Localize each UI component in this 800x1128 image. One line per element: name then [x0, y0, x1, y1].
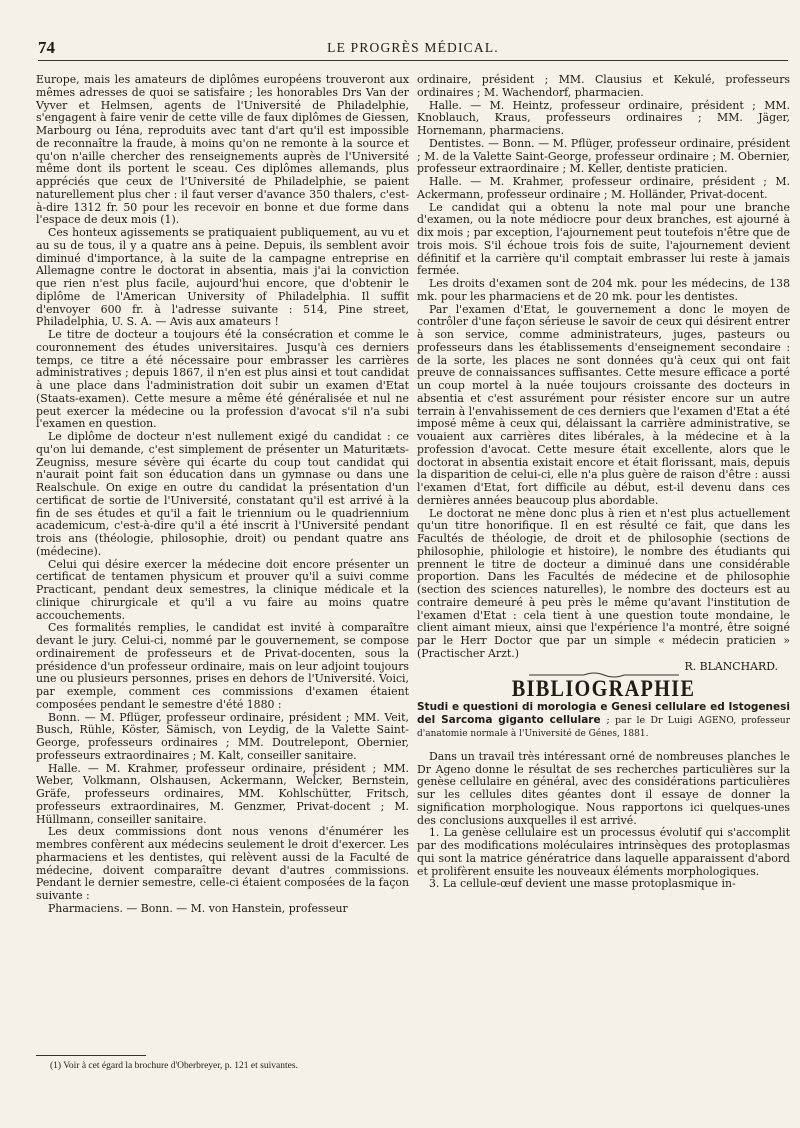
- paragraph: Par l'examen d'Etat, le gouvernement a donc le moyen de contrôler d'une façon sérieuse le savoir de ceux qui désirent entrer à son service, comme administrateurs, juges, pasteurs ou professeurs dans les établissements d'enseignement secondaire : de la sorte, les places ne sont données qu'à ceux qui ont fait preuve de connaissances suffisantes. Cette mesure efficace a porté un coup mortel à la nuée toujours croissante des docteurs in absentia et c'est assurément pour résister encore sur un autre terrain à l'envahissement de ces derniers que l'examen d'Etat a été imposé même à ceux qui, délaissant la carrière administrative, se vouaient aux carrières dites libérales, à la médecine et à la profession d'avocat. Cette mesure était excellente, alors que le doctorat in absentia existait encore et était florissant, mais, depuis la disparition de celui-ci, elle n'a plus guère de raison d'être : aussi l'examen d'Etat, fort difficile au début, est-il devenu dans ces dernières années beaucoup plus abordable.: [417, 302, 790, 507]
- paragraph: Les droits d'examen sont de 204 mk. pour les médecins, de 138 mk. pour les pharmaciens et de 20 mk. pour les dentistes.: [417, 277, 790, 303]
- bibliography-entry-by: ; par le Dr Luigi: [606, 714, 693, 726]
- paragraph: Le titre de docteur a toujours été la consécration et comme le couronnement des études universitaires. Jusqu'à ces derniers temps, ce titre a été nécessaire pour embrasser les carrières administratives ; depuis 1867, il n'en est plus ainsi et tout candidat à une place dans l'administration doit subir un examen d'Etat (Staats-examen). Cette mesure a même été généralisée et nul ne peut exercer la médecine ou la profession d'avocat s'il n'a subi l'examen en question.: [36, 328, 409, 431]
- paragraph: Celui qui désire exercer la médecine doit encore présenter un certificat de tentamen physicum et prouver qu'il a suivi comme Practicant, pendant deux semestres, la clinique médicale et la clinique chirurgicale et qu'il a vu faire au moins quatre accouchements.: [36, 557, 409, 622]
- page-number: 74: [38, 38, 55, 57]
- page-header: [38, 36, 788, 61]
- paragraph: 1. La genèse cellulaire est un processus évolutif qui s'accomplit par des modifications moléculaires intrinsèques des protoplasmas qui sont la matrice génératrice dans laquelle apparaissent d'abord et prolifèrent ensuite les nouveaux éléments morphologiques.: [417, 826, 790, 878]
- paragraph: Les deux commissions dont nous venons d'énumérer les membres confèrent aux médecins seulement le droit d'exercer. Les pharmaciens et les dentistes, qui relèvent aussi de la Faculté de médecine, doivent comparaître devant d'autres commissions. Pendant le dernier semestre, celle-ci étaient composées de la façon suivante :: [36, 825, 409, 902]
- journal-title: LE PROGRÈS MÉDICAL.: [327, 40, 499, 55]
- paragraph: Dans un travail très intéressant orné de nombreuses planches le Dr Ageno donne le résultat de ses recherches particulières sur la genèse cellulaire en général, avec des considérations particulières sur les cellules dites géantes dont il essaye de donner la signification morphologique. Nous rapportons ici quelques-unes des conclusions auxquelles il est arrivé.: [417, 749, 790, 827]
- paragraph: Europe, mais les amateurs de diplômes européens trouveront aux mêmes adresses de quoi se satisfaire ; les honorables Drs Van der Vyver et Helmsen, agents de l'Université de Philadelphie, s'engagent à faire venir de cette ville de faux diplômes de Giessen, Marbourg ou Iéna, reproduits avec tant d'art qu'il est impossible de reconnaître la fraude, à moins qu'on ne remonte à la source et qu'on n'aille chercher des renseignements auprès de l'Université même dont ils portent le sceau. Ces diplômes allemands, plus appréciés que ceux de l'Université de Philadelphie, se paient naturellement plus cher : il faut verser d'avance 350 thalers, c'est-à-dire 1312 fr. 50 pour les recevoir en bonne et due forme dans l'espace de deux mois (1).: [36, 73, 409, 227]
- footnote-rule: [36, 1055, 146, 1056]
- paragraph: Le candidat qui a obtenu la note mal pour une branche d'examen, ou la note médiocre pour deux branches, est ajourné à dix mois ; par exception, l'ajournement peut toutefois n'être que de trois mois. S'il échoue trois fois de suite, l'ajournement devient définitif et la carrière qu'il comptait embrasser lui reste à jamais fermée.: [417, 200, 790, 278]
- bibliography-entry-header: [417, 701, 790, 741]
- paragraph: Ces honteux agissements se pratiquaient publiquement, au vu et au su de tous, il y a quatre ans à peine. Depuis, ils semblent avoir diminué d'importance, à la suite de la campagne entreprise en Allemagne contre le doctorat in absentia, mais j'ai la conviction que rien n'est plus facile, aujourd'hui encore, que d'obtenir le diplôme de l'American University of Philadelphia. Il suffit d'envoyer 600 fr. à l'adresse suivante : 514, Pine street, Philadelphia, U. S. A. — Avis aux amateurs !: [36, 226, 409, 329]
- paragraph: Pharmaciens. — Bonn. — M. von Hanstein, professeur: [47, 901, 348, 915]
- bibliography-heading: BIBLIOGRAPHIE: [511, 675, 696, 701]
- footnote: (1) Voir à cet égard la brochure d'Oberbreyer, p. 121 et suivantes.: [50, 1061, 298, 1071]
- paragraph: Halle. — M. Heintz, professeur ordinaire, président ; MM. Knoblauch, Kraus, professeurs ordinaires ; MM. Jäger, Hornemann, pharmaciens.: [417, 98, 790, 137]
- paragraph: Ces formalités remplies, le candidat est invité à comparaître devant le jury. Celui-ci, nommé par le gouvernement, se compose ordinairement de professeurs et de Privat-docenten, sous la présidence d'un professeur ordinaire, mais on leur adjoint toujours une ou plusieurs personnes, prises en dehors de l'Université. Voici, par exemple, comment ces commissions d'examen étaient composées pendant le semestre d'été 1880 :: [36, 621, 409, 711]
- author-signature: R. BLANCHARD.: [684, 659, 778, 673]
- paragraph: Le diplôme de docteur n'est nullement exigé du candidat : ce qu'on lui demande, c'est simplement de présenter un Maturitæts-Zeugniss, mesure sévère qui écarte du coup tout candidat qui n'aurait point fait son éducation dans un gymnase ou dans une Realschule. On exige en outre du candidat la présentation d'un certificat de sortie de l'Université, constatant qu'il est arrivé à la fin de ses études et qu'il a fait le triennium ou le quadriennium academicum, c'est-à-dire qu'il a été inscrit à l'Université pendant trois ans (théologie, philosophie, droit) ou pendant quatre ans (médecine).: [36, 430, 409, 558]
- paragraph: Bonn. — M. Pflüger, professeur ordinaire, président ; MM. Veit, Busch, Rühle, Köster, Sämisch, von Leydig, de la Valette Saint-George, professeurs ordinaires ; MM. Doutrelepont, Obernier, professeurs extraordinaires ; M. Kalt, conseiller sanitaire.: [36, 710, 409, 762]
- bibliography-entry-title: Studi e questioni di morologia e Genesi cellulare ed Istogenesi del Sarcoma giganto cellulare: [417, 701, 790, 726]
- bibliography-entry-affiliation: AGENO, professeur d'anatomie normale à l'Université de Génes, 1881.: [417, 715, 791, 740]
- paragraph: 3. La cellule-œuf devient une masse protoplasmique in-: [428, 877, 736, 891]
- right-column: [417, 74, 790, 891]
- paragraph: Halle. — M. Krahmer, professeur ordinaire, président ; MM. Weber, Volkmann, Olshausen, Ackermann, Welcker, Bernstein, Gräfe, professeurs ordinaires, MM. Kohlschütter, Fritsch, professeurs extraordinaires, M. Genzmer, Privat-docent ; M. Hüllmann, conseiller sanitaire.: [36, 761, 409, 826]
- paragraph: Le doctorat ne mène donc plus à rien et n'est plus actuellement qu'un titre honorifique. Il en est résulté ce fait, que dans les Facultés de théologie, de droit et de philosophie (sections de philosophie, philologie et histoire), le nombre des étudiants qui prennent le titre de docteur a diminué dans une considérable proportion. Dans les Facultés de médecine et de philosophie (section des sciences naturelles), le nombre des docteurs est au contraire demeuré à peu près le même qu'avant l'institution de l'examen d'Etat : cela tient à une question toute mondaine, le client aimant mieux, ainsi que l'expérience l'a montré, être soigné par le Herr Doctor que par un simple « médecin praticien » (Practischer Arzt.): [417, 506, 790, 660]
- paragraph: Halle. — M. Krahmer, professeur ordinaire, président ; M. Ackermann, professeur ordinaire ; M. Holländer, Privat-docent.: [417, 175, 790, 201]
- left-column: [36, 74, 409, 916]
- paragraph: Dentistes. — Bonn. — M. Pflüger, professeur ordinaire, président ; M. de la Valette Saint-George, professeur ordinaire ; M. Obernier, professeur extraordinaire ; M. Keller, dentiste praticien.: [417, 136, 790, 176]
- paragraph: ordinaire, président ; MM. Clausius et Kekulé, professeurs ordinaires ; M. Wachendorf, pharmacien.: [417, 73, 790, 99]
